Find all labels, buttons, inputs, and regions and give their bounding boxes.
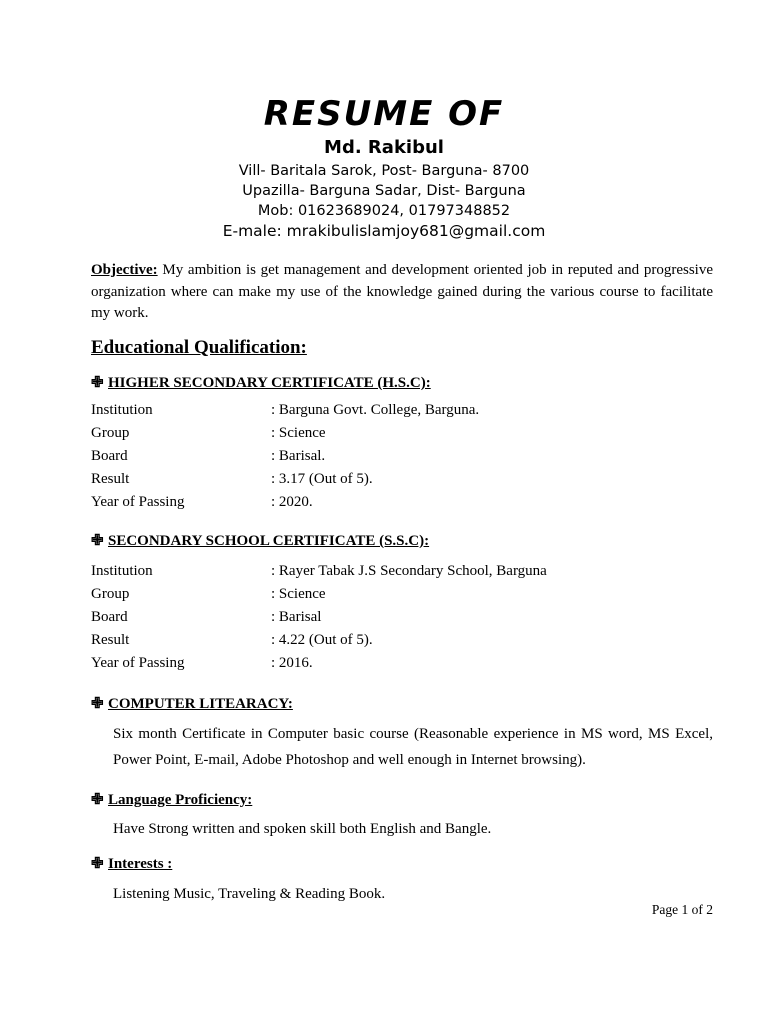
detail-key: Institution (91, 563, 153, 579)
detail-key: Result (91, 632, 130, 648)
address-line-1: Vill- Baritala Sarok, Post- Barguna- 8700 (238, 163, 530, 179)
mobile-numbers: Mob: 01623689024, 01797348852 (257, 203, 511, 219)
ssc-heading-text: SECONDARY SCHOOL CERTIFICATE (S.S.C): (108, 533, 430, 549)
detail-value: : Barisal (271, 609, 322, 625)
detail-key: Result (91, 471, 130, 487)
detail-row (91, 422, 713, 445)
detail-key: Group (91, 425, 130, 441)
cross-bullet-icon: ✙ (91, 533, 104, 549)
address-line-2: Upazilla- Barguna Sadar, Dist- Barguna (242, 183, 526, 199)
ssc-details (91, 560, 713, 675)
detail-row (91, 652, 713, 675)
cross-bullet-icon: ✙ (91, 696, 104, 712)
objective-label: Objective: (91, 262, 158, 278)
detail-row (91, 560, 713, 583)
detail-value: : 2016. (271, 655, 313, 671)
objective-paragraph (91, 260, 713, 325)
computer-literacy-text: Six month Certificate in Computer basic course (Reasonable experience in MS word, MS Excel, Power Point, E-mail, Adobe Photoshop and well enough in Internet browsing). (113, 726, 713, 768)
computer-literacy-heading-text: COMPUTER LITEARACY: (108, 696, 293, 712)
email-address: E-male: mrakibulislamjoy681@gmail.com (222, 222, 546, 240)
objective-text: My ambition is get management and development oriented job in reputed and progressive organization where can make my use of the knowledge gained during the various course to facilitate my work. (91, 262, 713, 321)
interests-text: Listening Music, Traveling & Reading Book. (113, 886, 386, 902)
detail-key: Year of Passing (91, 494, 185, 510)
cross-bullet-icon: ✙ (91, 375, 104, 391)
detail-value: : Barguna Govt. College, Barguna. (271, 402, 480, 418)
detail-row (91, 491, 713, 514)
detail-row (91, 468, 713, 491)
detail-row (91, 606, 713, 629)
applicant-name: Md. Rakibul (324, 137, 444, 158)
computer-literacy-heading (91, 694, 713, 714)
language-text: Have Strong written and spoken skill both English and Bangle. (113, 821, 492, 837)
detail-row (91, 399, 713, 422)
detail-value: : Barisal. (271, 448, 326, 464)
hsc-heading-text: HIGHER SECONDARY CERTIFICATE (H.S.C): (108, 375, 431, 391)
detail-key: Group (91, 586, 130, 602)
detail-value: : 2020. (271, 494, 313, 510)
detail-value: : 3.17 (Out of 5). (271, 471, 373, 487)
hsc-details (91, 399, 713, 514)
language-heading (91, 790, 713, 810)
detail-value: : Science (271, 586, 326, 602)
education-heading: Educational Qualification: (91, 337, 307, 358)
detail-key: Board (91, 448, 128, 464)
interests-heading-text: Interests : (108, 856, 173, 872)
detail-row (91, 445, 713, 468)
detail-row (91, 629, 713, 652)
detail-key: Institution (91, 402, 153, 418)
language-heading-text: Language Proficiency: (108, 792, 253, 808)
detail-key: Year of Passing (91, 655, 185, 671)
detail-row (91, 583, 713, 606)
page-number: Page 1 of 2 (651, 902, 713, 917)
resume-title: RESUME OF (263, 94, 505, 134)
ssc-heading (91, 531, 713, 551)
cross-bullet-icon: ✙ (91, 792, 104, 808)
detail-key: Board (91, 609, 128, 625)
detail-value: : Science (271, 425, 326, 441)
hsc-heading (91, 373, 713, 393)
detail-value: : Rayer Tabak J.S Secondary School, Barguna (271, 563, 547, 579)
interests-heading (91, 854, 713, 874)
detail-value: : 4.22 (Out of 5). (271, 632, 373, 648)
cross-bullet-icon: ✙ (91, 856, 104, 872)
